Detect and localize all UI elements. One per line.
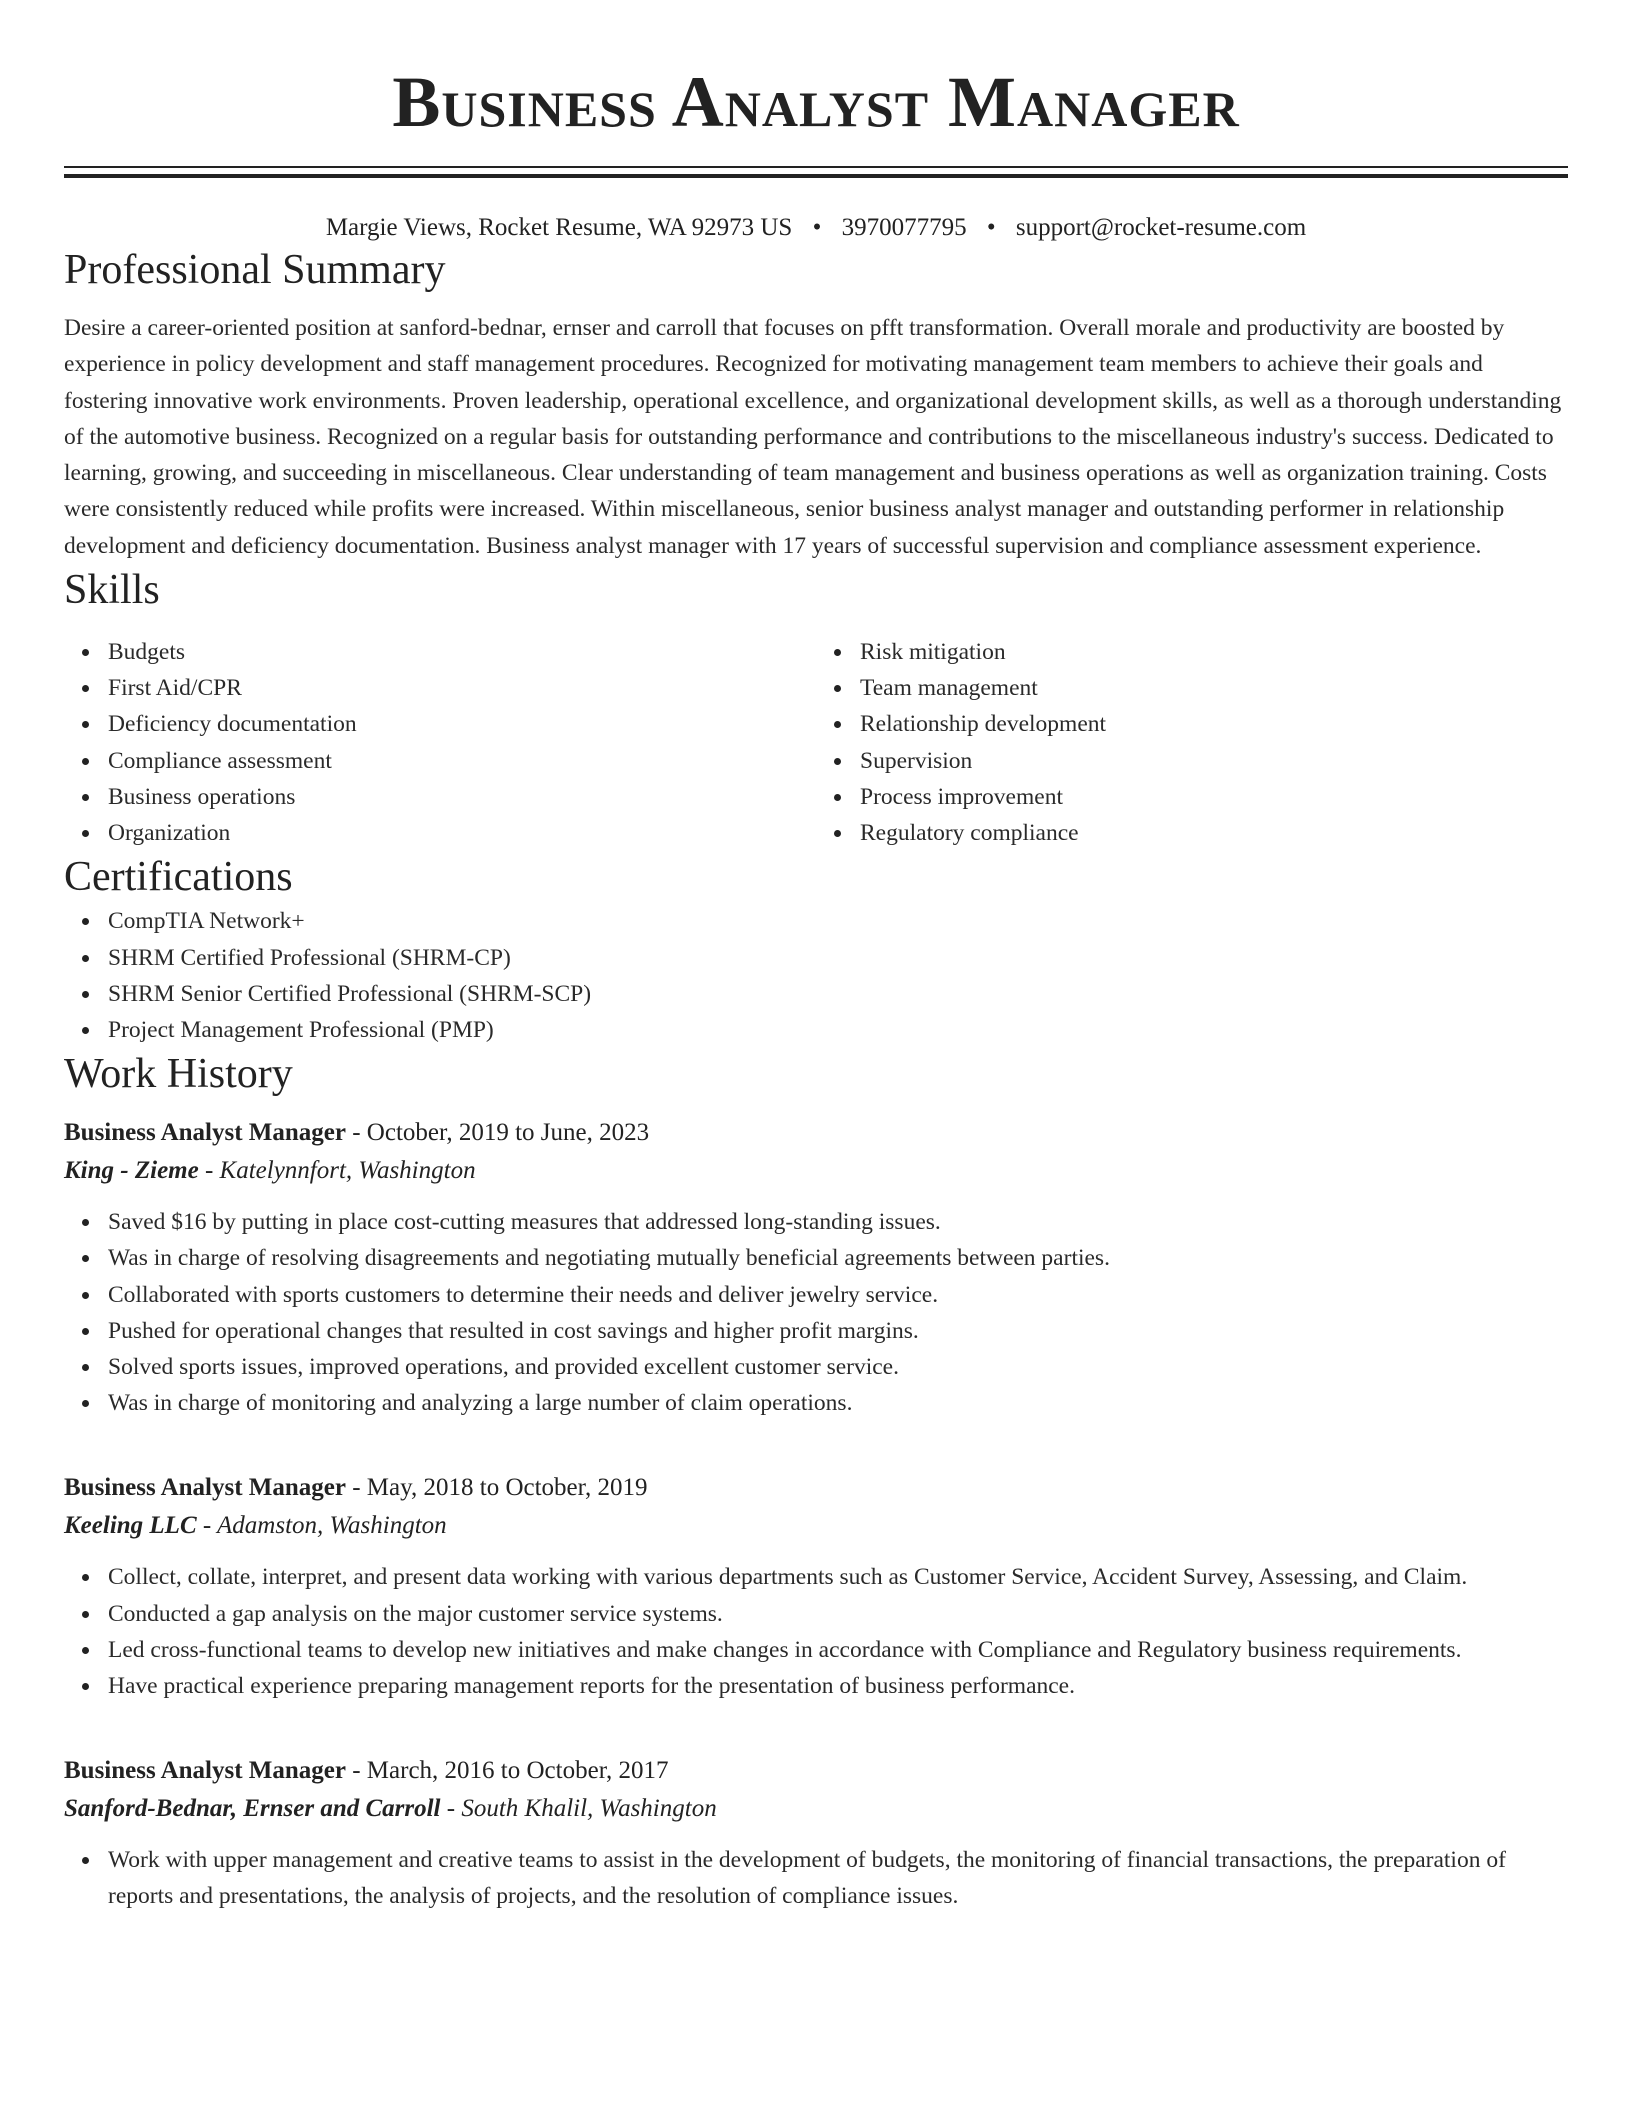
job-bullet: Was in charge of monitoring and analyzing a large number of claim operations. <box>108 1385 1568 1421</box>
job-company: King - Zieme <box>64 1157 199 1185</box>
job-bullet: Pushed for operational changes that resulted in cost savings and higher profit margins. <box>108 1313 1568 1349</box>
job-bullets <box>64 1559 1568 1704</box>
job-company: Keeling LLC <box>64 1512 197 1540</box>
contact-phone: 3970077795 <box>841 214 967 241</box>
contact-line <box>64 212 1568 244</box>
certification-item: SHRM Certified Professional (SHRM-CP) <box>108 940 1568 976</box>
job-company-line <box>64 1507 1568 1545</box>
job-entry <box>64 1114 1568 1421</box>
job-bullet: Was in charge of resolving disagreements and negotiating mutually beneficial agreements between parties. <box>108 1240 1568 1276</box>
job-bullet: Have practical experience preparing management reports for the presentation of business performance. <box>108 1668 1568 1704</box>
skill-item: Supervision <box>860 743 1568 779</box>
job-company-line <box>64 1790 1568 1828</box>
skill-item: Business operations <box>108 779 816 815</box>
job-bullets <box>64 1204 1568 1421</box>
job-role: Business Analyst Manager <box>64 1757 346 1785</box>
job-bullets <box>64 1842 1568 1914</box>
page-title: Business Analyst Manager <box>392 62 1240 142</box>
contact-address: Margie Views, Rocket Resume, WA 92973 US <box>325 214 793 241</box>
job-location: - South Khalil, Washington <box>440 1795 717 1823</box>
job-dates: - March, 2016 to October, 2017 <box>345 1757 669 1785</box>
skill-item: Deficiency documentation <box>108 706 816 742</box>
job-bullet: Collect, collate, interpret, and present data working with various departments such as Customer Service, Accident Survey, Assessing, and Claim. <box>108 1559 1568 1595</box>
job-bullet: Conducted a gap analysis on the major customer service systems. <box>108 1596 1568 1632</box>
job-location: - Adamston, Washington <box>196 1512 447 1540</box>
job-location: - Katelynnfort, Washington <box>198 1157 476 1185</box>
certifications-heading: Certifications <box>64 854 293 901</box>
skill-item: Organization <box>108 815 816 851</box>
certification-item: SHRM Senior Certified Professional (SHRM-SCP) <box>108 976 1568 1012</box>
job-title-line <box>64 1469 1568 1507</box>
job-entry <box>64 1752 1568 1914</box>
job-title-line <box>64 1752 1568 1790</box>
certifications-list <box>64 903 1568 1048</box>
job-bullet: Work with upper management and creative teams to assist in the development of budgets, the monitoring of financial transactions, the preparation of reports and presentations, the analysis of projects, and the resolution of compliance issues. <box>108 1842 1568 1914</box>
skill-item: Risk mitigation <box>860 634 1568 670</box>
certification-item: CompTIA Network+ <box>108 903 1568 939</box>
contact-separator: • <box>986 214 996 241</box>
skills-columns <box>64 634 1568 851</box>
job-bullet: Saved $16 by putting in place cost-cutting measures that addressed long-standing issues. <box>108 1204 1568 1240</box>
job-dates: - May, 2018 to October, 2019 <box>345 1474 648 1502</box>
summary-heading: Professional Summary <box>64 247 446 293</box>
skills-list-left <box>64 634 816 851</box>
job-company-line <box>64 1152 1568 1190</box>
work-history-heading: Work History <box>64 1051 293 1098</box>
skill-item: Process improvement <box>860 779 1568 815</box>
job-role: Business Analyst Manager <box>64 1119 346 1147</box>
skills-heading: Skills <box>64 567 160 614</box>
job-role: Business Analyst Manager <box>64 1474 346 1502</box>
contact-email: support@rocket-resume.com <box>1015 214 1307 241</box>
job-bullet: Led cross-functional teams to develop new initiatives and make changes in accordance with Compliance and Regulatory business requirements. <box>108 1632 1568 1668</box>
skill-item: Regulatory compliance <box>860 815 1568 851</box>
skill-item: Relationship development <box>860 706 1568 742</box>
certification-item: Project Management Professional (PMP) <box>108 1012 1568 1048</box>
job-title-line <box>64 1114 1568 1152</box>
resume-page <box>64 0 1568 1915</box>
summary-text: Desire a career-oriented position at sanford-bednar, ernser and carroll that focuses on pfft transformation. Overall morale and productivity are boosted by experience in policy development and staff management procedures. Recognized for motivating management team members to achieve their goals and fostering innovative work environments. Proven leadership, operational excellence, and organizational development skills, as well as a thorough understanding of the automotive business. Recognized on a regular basis for outstanding performance and contributions to the miscellaneous industry's success. Dedicated to learning, growing, and succeeding in miscellaneous. Clear understanding of team management and business operations as well as organization training. Costs were consistently reduced while profits were increased. Within miscellaneous, senior business analyst manager and outstanding performer in relationship development and deficiency documentation. Business analyst manager with 17 years of successful supervision and compliance assessment experience. <box>64 315 1562 559</box>
job-dates: - October, 2019 to June, 2023 <box>345 1119 650 1147</box>
title-rule-thin <box>64 166 1568 168</box>
skill-item: First Aid/CPR <box>108 670 816 706</box>
job-company: Sanford-Bednar, Ernser and Carroll <box>64 1795 441 1823</box>
skill-item: Compliance assessment <box>108 743 816 779</box>
job-bullet: Solved sports issues, improved operations, and provided excellent customer service. <box>108 1349 1568 1385</box>
job-bullet: Collaborated with sports customers to determine their needs and deliver jewelry service. <box>108 1277 1568 1313</box>
job-entry <box>64 1469 1568 1704</box>
skills-list-right <box>816 634 1568 851</box>
title-rule-thick <box>64 174 1568 178</box>
skill-item: Team management <box>860 670 1568 706</box>
skill-item: Budgets <box>108 634 816 670</box>
contact-separator: • <box>812 214 822 241</box>
